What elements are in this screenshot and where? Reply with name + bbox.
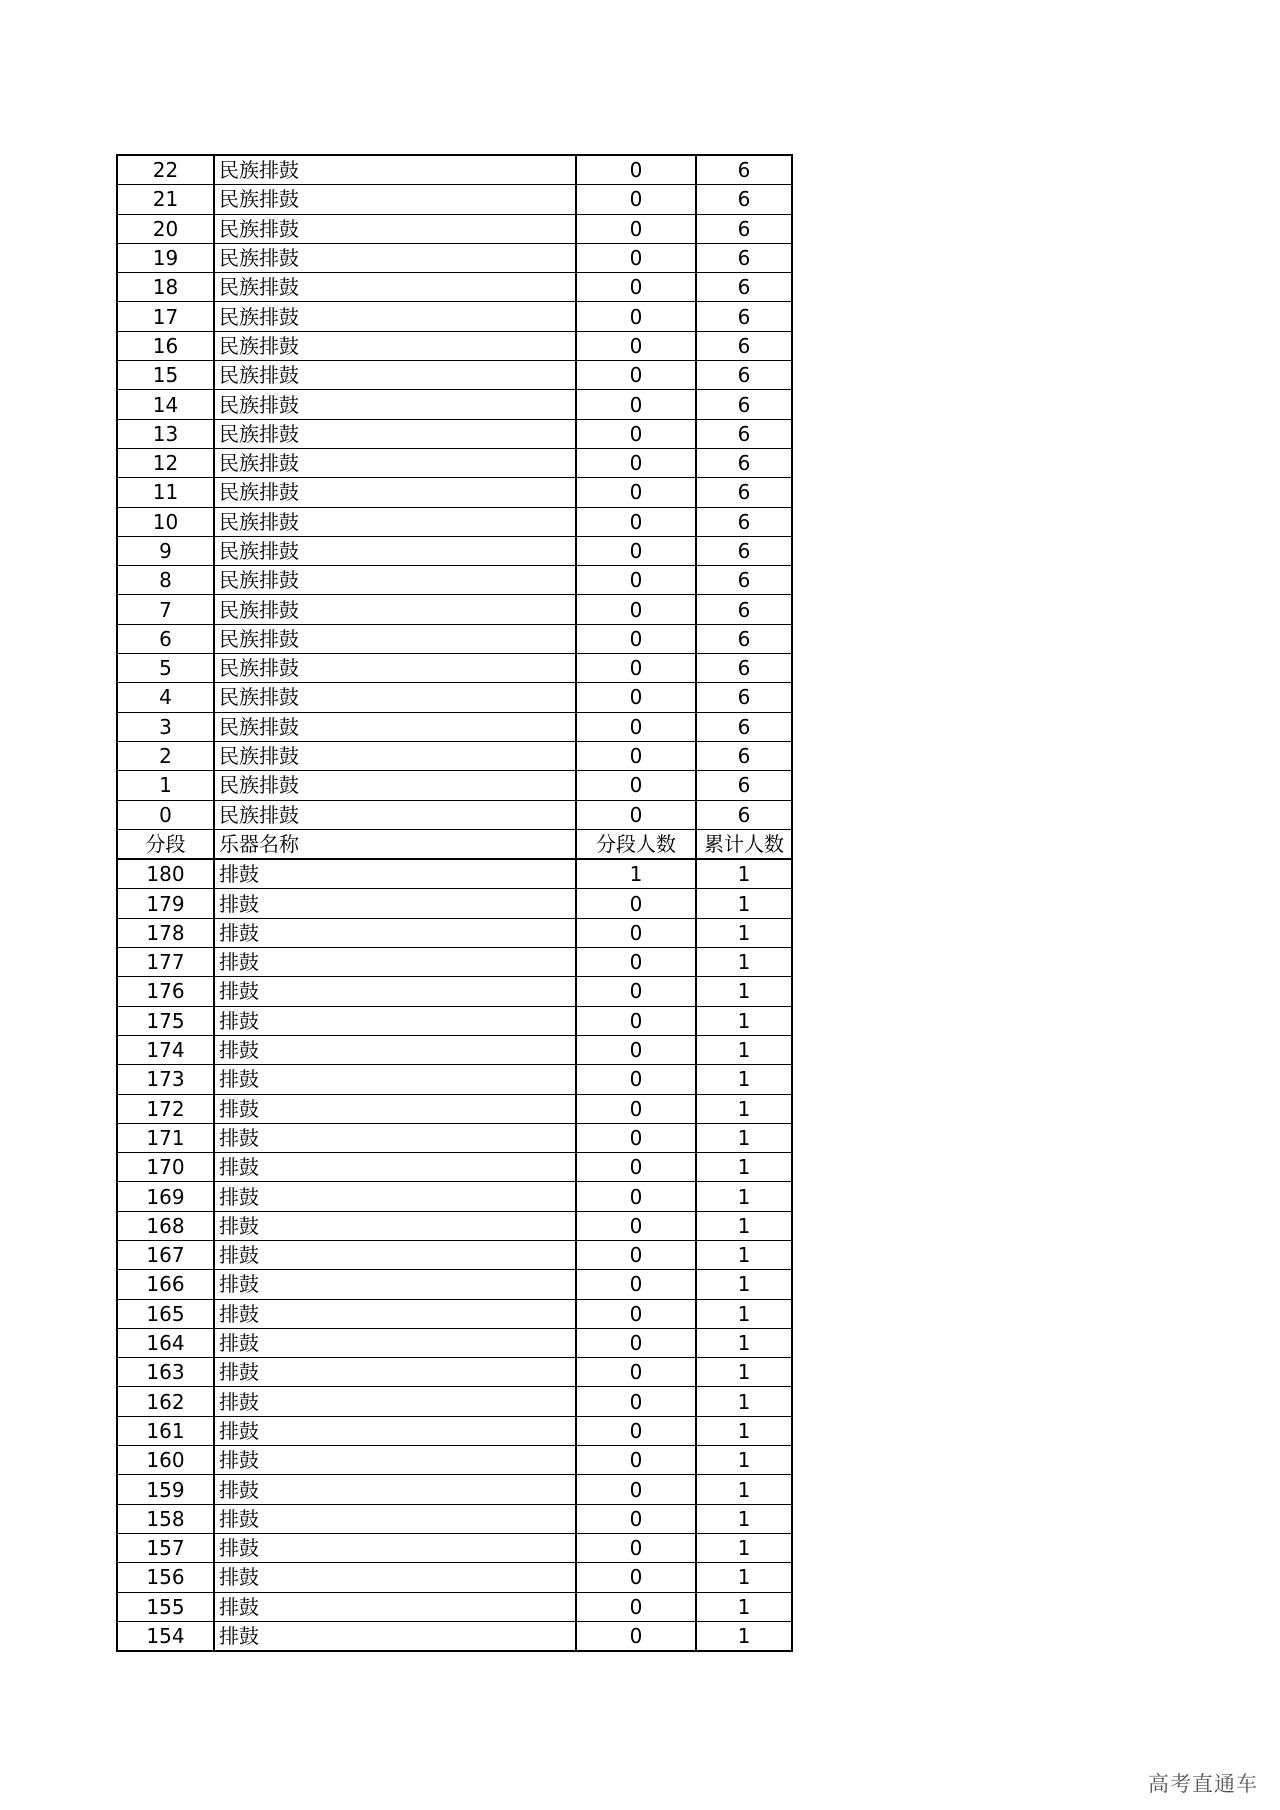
- instrument-name-cell: 民族排鼓: [214, 683, 576, 712]
- instrument-name-cell: 排鼓: [214, 1123, 576, 1152]
- instrument-name-cell: 排鼓: [214, 1211, 576, 1240]
- segment-count-cell: 0: [576, 361, 696, 390]
- table-header-row: [117, 829, 792, 859]
- score-cell: 4: [117, 683, 214, 712]
- cumulative-count-cell: 1: [696, 1358, 792, 1387]
- score-cell: 168: [117, 1211, 214, 1240]
- score-cell: 9: [117, 536, 214, 565]
- score-cell: 13: [117, 419, 214, 448]
- segment-count-cell: 0: [576, 214, 696, 243]
- segment-count-cell: 0: [576, 918, 696, 947]
- table-row: [117, 889, 792, 918]
- cumulative-count-cell: 6: [696, 595, 792, 624]
- score-cell: 12: [117, 448, 214, 477]
- instrument-name-cell: 排鼓: [214, 1533, 576, 1562]
- instrument-name-cell: 民族排鼓: [214, 595, 576, 624]
- instrument-name-cell: 民族排鼓: [214, 566, 576, 595]
- segment-count-cell: 0: [576, 390, 696, 419]
- score-cell: 154: [117, 1621, 214, 1651]
- instrument-name-cell: 民族排鼓: [214, 624, 576, 653]
- table-row: [117, 712, 792, 741]
- cumulative-count-cell: 1: [696, 1065, 792, 1094]
- table-row: [117, 185, 792, 214]
- score-cell: 165: [117, 1299, 214, 1328]
- cumulative-count-cell: 6: [696, 800, 792, 829]
- cumulative-count-cell: 6: [696, 654, 792, 683]
- cumulative-count-cell: 1: [696, 1270, 792, 1299]
- table-row: [117, 361, 792, 390]
- table-row: [117, 595, 792, 624]
- table-row: [117, 1416, 792, 1445]
- score-cell: 7: [117, 595, 214, 624]
- cumulative-count-cell: 1: [696, 948, 792, 977]
- cumulative-count-cell: 1: [696, 1153, 792, 1182]
- table-row: [117, 302, 792, 331]
- segment-count-cell: 0: [576, 1504, 696, 1533]
- cumulative-count-cell: 1: [696, 1592, 792, 1621]
- segment-count-cell: 0: [576, 478, 696, 507]
- instrument-name-cell: 民族排鼓: [214, 302, 576, 331]
- segment-count-cell: 0: [576, 1328, 696, 1357]
- instrument-name-cell: 民族排鼓: [214, 155, 576, 185]
- table-row: [117, 1270, 792, 1299]
- cumulative-count-cell: 1: [696, 1094, 792, 1123]
- score-cell: 5: [117, 654, 214, 683]
- instrument-name-cell: 排鼓: [214, 1592, 576, 1621]
- segment-count-cell: 0: [576, 712, 696, 741]
- instrument-name-cell: 民族排鼓: [214, 712, 576, 741]
- segment-count-cell: 0: [576, 1416, 696, 1445]
- score-cell: 18: [117, 273, 214, 302]
- cumulative-count-cell: 1: [696, 1475, 792, 1504]
- column-header: 累计人数: [696, 829, 792, 859]
- table-row: [117, 1533, 792, 1562]
- score-cell: 179: [117, 889, 214, 918]
- segment-count-cell: 0: [576, 948, 696, 977]
- table-row: [117, 1621, 792, 1651]
- table-row: [117, 624, 792, 653]
- cumulative-count-cell: 1: [696, 918, 792, 947]
- segment-count-cell: 0: [576, 1182, 696, 1211]
- table-row: [117, 1475, 792, 1504]
- segment-count-cell: 0: [576, 1153, 696, 1182]
- segment-count-cell: 0: [576, 624, 696, 653]
- instrument-name-cell: 排鼓: [214, 977, 576, 1006]
- table-row: [117, 478, 792, 507]
- segment-count-cell: 0: [576, 1563, 696, 1592]
- cumulative-count-cell: 6: [696, 536, 792, 565]
- segment-count-cell: 0: [576, 566, 696, 595]
- score-cell: 11: [117, 478, 214, 507]
- instrument-name-cell: 民族排鼓: [214, 741, 576, 770]
- table-row: [117, 948, 792, 977]
- table-row: [117, 1504, 792, 1533]
- score-cell: 159: [117, 1475, 214, 1504]
- table-row: [117, 1240, 792, 1269]
- table-row: [117, 1299, 792, 1328]
- cumulative-count-cell: 6: [696, 302, 792, 331]
- table-row: [117, 448, 792, 477]
- segment-count-cell: 0: [576, 800, 696, 829]
- score-cell: 169: [117, 1182, 214, 1211]
- segment-count-cell: 0: [576, 507, 696, 536]
- score-cell: 155: [117, 1592, 214, 1621]
- segment-count-cell: 0: [576, 654, 696, 683]
- segment-count-cell: 0: [576, 331, 696, 360]
- table-row: [117, 507, 792, 536]
- score-table-body: [117, 155, 792, 1651]
- score-cell: 156: [117, 1563, 214, 1592]
- segment-count-cell: 0: [576, 155, 696, 185]
- segment-count-cell: 0: [576, 889, 696, 918]
- score-cell: 17: [117, 302, 214, 331]
- instrument-name-cell: 排鼓: [214, 1065, 576, 1094]
- cumulative-count-cell: 6: [696, 273, 792, 302]
- table-row: [117, 331, 792, 360]
- cumulative-count-cell: 6: [696, 419, 792, 448]
- cumulative-count-cell: 1: [696, 1446, 792, 1475]
- score-cell: 170: [117, 1153, 214, 1182]
- instrument-name-cell: 排鼓: [214, 1504, 576, 1533]
- cumulative-count-cell: 1: [696, 1533, 792, 1562]
- table-row: [117, 1094, 792, 1123]
- score-cell: 163: [117, 1358, 214, 1387]
- table-row: [117, 800, 792, 829]
- instrument-name-cell: 排鼓: [214, 1299, 576, 1328]
- table-row: [117, 1123, 792, 1152]
- watermark-text: 高考直通车: [1148, 1772, 1258, 1796]
- table-row: [117, 918, 792, 947]
- cumulative-count-cell: 6: [696, 243, 792, 272]
- score-cell: 20: [117, 214, 214, 243]
- instrument-name-cell: 民族排鼓: [214, 536, 576, 565]
- cumulative-count-cell: 1: [696, 859, 792, 889]
- cumulative-count-cell: 1: [696, 1387, 792, 1416]
- score-cell: 1: [117, 771, 214, 800]
- score-cell: 174: [117, 1035, 214, 1064]
- score-cell: 19: [117, 243, 214, 272]
- segment-count-cell: 0: [576, 1240, 696, 1269]
- cumulative-count-cell: 1: [696, 1211, 792, 1240]
- segment-count-cell: 0: [576, 1387, 696, 1416]
- table-row: [117, 977, 792, 1006]
- cumulative-count-cell: 1: [696, 1504, 792, 1533]
- table-row: [117, 1358, 792, 1387]
- table-row: [117, 1211, 792, 1240]
- cumulative-count-cell: 6: [696, 185, 792, 214]
- cumulative-count-cell: 1: [696, 977, 792, 1006]
- cumulative-count-cell: 6: [696, 712, 792, 741]
- table-row: [117, 273, 792, 302]
- table-row: [117, 419, 792, 448]
- instrument-name-cell: 排鼓: [214, 1563, 576, 1592]
- cumulative-count-cell: 1: [696, 1006, 792, 1035]
- cumulative-count-cell: 6: [696, 624, 792, 653]
- instrument-name-cell: 排鼓: [214, 1035, 576, 1064]
- table-row: [117, 771, 792, 800]
- instrument-name-cell: 排鼓: [214, 1328, 576, 1357]
- cumulative-count-cell: 1: [696, 1563, 792, 1592]
- cumulative-count-cell: 6: [696, 214, 792, 243]
- score-cell: 167: [117, 1240, 214, 1269]
- table-row: [117, 1006, 792, 1035]
- instrument-name-cell: 民族排鼓: [214, 654, 576, 683]
- instrument-name-cell: 排鼓: [214, 1387, 576, 1416]
- segment-count-cell: 0: [576, 977, 696, 1006]
- segment-count-cell: 0: [576, 1475, 696, 1504]
- score-cell: 175: [117, 1006, 214, 1035]
- segment-count-cell: 0: [576, 1446, 696, 1475]
- segment-count-cell: 0: [576, 1035, 696, 1064]
- cumulative-count-cell: 1: [696, 1621, 792, 1651]
- score-cell: 161: [117, 1416, 214, 1445]
- cumulative-count-cell: 1: [696, 1416, 792, 1445]
- cumulative-count-cell: 6: [696, 155, 792, 185]
- table-row: [117, 1035, 792, 1064]
- segment-count-cell: 0: [576, 1533, 696, 1562]
- segment-count-cell: 0: [576, 1211, 696, 1240]
- instrument-name-cell: 民族排鼓: [214, 448, 576, 477]
- score-cell: 3: [117, 712, 214, 741]
- score-cell: 22: [117, 155, 214, 185]
- segment-count-cell: 0: [576, 1358, 696, 1387]
- instrument-name-cell: 排鼓: [214, 859, 576, 889]
- score-cell: 172: [117, 1094, 214, 1123]
- cumulative-count-cell: 6: [696, 361, 792, 390]
- cumulative-count-cell: 1: [696, 1123, 792, 1152]
- table-row: [117, 1446, 792, 1475]
- instrument-name-cell: 排鼓: [214, 1446, 576, 1475]
- score-cell: 8: [117, 566, 214, 595]
- score-cell: 14: [117, 390, 214, 419]
- score-cell: 2: [117, 741, 214, 770]
- segment-count-cell: 0: [576, 185, 696, 214]
- instrument-name-cell: 排鼓: [214, 1182, 576, 1211]
- score-cell: 21: [117, 185, 214, 214]
- instrument-name-cell: 民族排鼓: [214, 214, 576, 243]
- table-row: [117, 243, 792, 272]
- table-row: [117, 390, 792, 419]
- instrument-name-cell: 民族排鼓: [214, 185, 576, 214]
- segment-count-cell: 1: [576, 859, 696, 889]
- column-header: 乐器名称: [214, 829, 576, 859]
- score-cell: 157: [117, 1533, 214, 1562]
- table-row: [117, 654, 792, 683]
- table-row: [117, 566, 792, 595]
- segment-count-cell: 0: [576, 243, 696, 272]
- cumulative-count-cell: 1: [696, 1328, 792, 1357]
- table-row: [117, 1592, 792, 1621]
- instrument-name-cell: 民族排鼓: [214, 273, 576, 302]
- cumulative-count-cell: 6: [696, 507, 792, 536]
- table-row: [117, 741, 792, 770]
- instrument-name-cell: 排鼓: [214, 1621, 576, 1651]
- cumulative-count-cell: 1: [696, 1182, 792, 1211]
- score-cell: 176: [117, 977, 214, 1006]
- instrument-name-cell: 民族排鼓: [214, 771, 576, 800]
- score-cell: 6: [117, 624, 214, 653]
- segment-count-cell: 0: [576, 1621, 696, 1651]
- cumulative-count-cell: 6: [696, 448, 792, 477]
- table-row: [117, 1563, 792, 1592]
- instrument-name-cell: 排鼓: [214, 1270, 576, 1299]
- cumulative-count-cell: 6: [696, 683, 792, 712]
- segment-count-cell: 0: [576, 1094, 696, 1123]
- instrument-name-cell: 民族排鼓: [214, 800, 576, 829]
- score-cell: 0: [117, 800, 214, 829]
- column-header: 分段: [117, 829, 214, 859]
- score-cell: 173: [117, 1065, 214, 1094]
- cumulative-count-cell: 6: [696, 331, 792, 360]
- cumulative-count-cell: 6: [696, 771, 792, 800]
- cumulative-count-cell: 6: [696, 566, 792, 595]
- cumulative-count-cell: 6: [696, 478, 792, 507]
- score-cell: 15: [117, 361, 214, 390]
- segment-count-cell: 0: [576, 1123, 696, 1152]
- instrument-name-cell: 排鼓: [214, 1416, 576, 1445]
- instrument-name-cell: 民族排鼓: [214, 507, 576, 536]
- segment-count-cell: 0: [576, 419, 696, 448]
- instrument-name-cell: 排鼓: [214, 1006, 576, 1035]
- cumulative-count-cell: 1: [696, 889, 792, 918]
- segment-count-cell: 0: [576, 1592, 696, 1621]
- table-row: [117, 859, 792, 889]
- instrument-name-cell: 排鼓: [214, 1358, 576, 1387]
- cumulative-count-cell: 1: [696, 1035, 792, 1064]
- instrument-name-cell: 民族排鼓: [214, 390, 576, 419]
- table-row: [117, 1328, 792, 1357]
- table-row: [117, 214, 792, 243]
- score-cell: 160: [117, 1446, 214, 1475]
- score-table: [116, 154, 793, 1652]
- score-cell: 171: [117, 1123, 214, 1152]
- column-header: 分段人数: [576, 829, 696, 859]
- score-cell: 178: [117, 918, 214, 947]
- table-row: [117, 1182, 792, 1211]
- score-cell: 164: [117, 1328, 214, 1357]
- table-row: [117, 1065, 792, 1094]
- segment-count-cell: 0: [576, 1270, 696, 1299]
- score-cell: 16: [117, 331, 214, 360]
- instrument-name-cell: 排鼓: [214, 889, 576, 918]
- cumulative-count-cell: 6: [696, 390, 792, 419]
- segment-count-cell: 0: [576, 771, 696, 800]
- segment-count-cell: 0: [576, 302, 696, 331]
- cumulative-count-cell: 6: [696, 741, 792, 770]
- segment-count-cell: 0: [576, 1299, 696, 1328]
- table-row: [117, 1387, 792, 1416]
- instrument-name-cell: 排鼓: [214, 1240, 576, 1269]
- instrument-name-cell: 排鼓: [214, 918, 576, 947]
- table-row: [117, 1153, 792, 1182]
- segment-count-cell: 0: [576, 683, 696, 712]
- instrument-name-cell: 民族排鼓: [214, 419, 576, 448]
- score-cell: 10: [117, 507, 214, 536]
- score-cell: 166: [117, 1270, 214, 1299]
- instrument-name-cell: 民族排鼓: [214, 478, 576, 507]
- score-cell: 162: [117, 1387, 214, 1416]
- score-cell: 180: [117, 859, 214, 889]
- segment-count-cell: 0: [576, 1065, 696, 1094]
- segment-count-cell: 0: [576, 448, 696, 477]
- instrument-name-cell: 民族排鼓: [214, 361, 576, 390]
- instrument-name-cell: 民族排鼓: [214, 331, 576, 360]
- score-cell: 177: [117, 948, 214, 977]
- segment-count-cell: 0: [576, 741, 696, 770]
- segment-count-cell: 0: [576, 273, 696, 302]
- table-row: [117, 536, 792, 565]
- cumulative-count-cell: 1: [696, 1240, 792, 1269]
- instrument-name-cell: 排鼓: [214, 948, 576, 977]
- segment-count-cell: 0: [576, 595, 696, 624]
- table-row: [117, 683, 792, 712]
- instrument-name-cell: 排鼓: [214, 1475, 576, 1504]
- table-row: [117, 155, 792, 185]
- segment-count-cell: 0: [576, 536, 696, 565]
- cumulative-count-cell: 1: [696, 1299, 792, 1328]
- instrument-name-cell: 排鼓: [214, 1153, 576, 1182]
- instrument-name-cell: 民族排鼓: [214, 243, 576, 272]
- score-cell: 158: [117, 1504, 214, 1533]
- instrument-name-cell: 排鼓: [214, 1094, 576, 1123]
- segment-count-cell: 0: [576, 1006, 696, 1035]
